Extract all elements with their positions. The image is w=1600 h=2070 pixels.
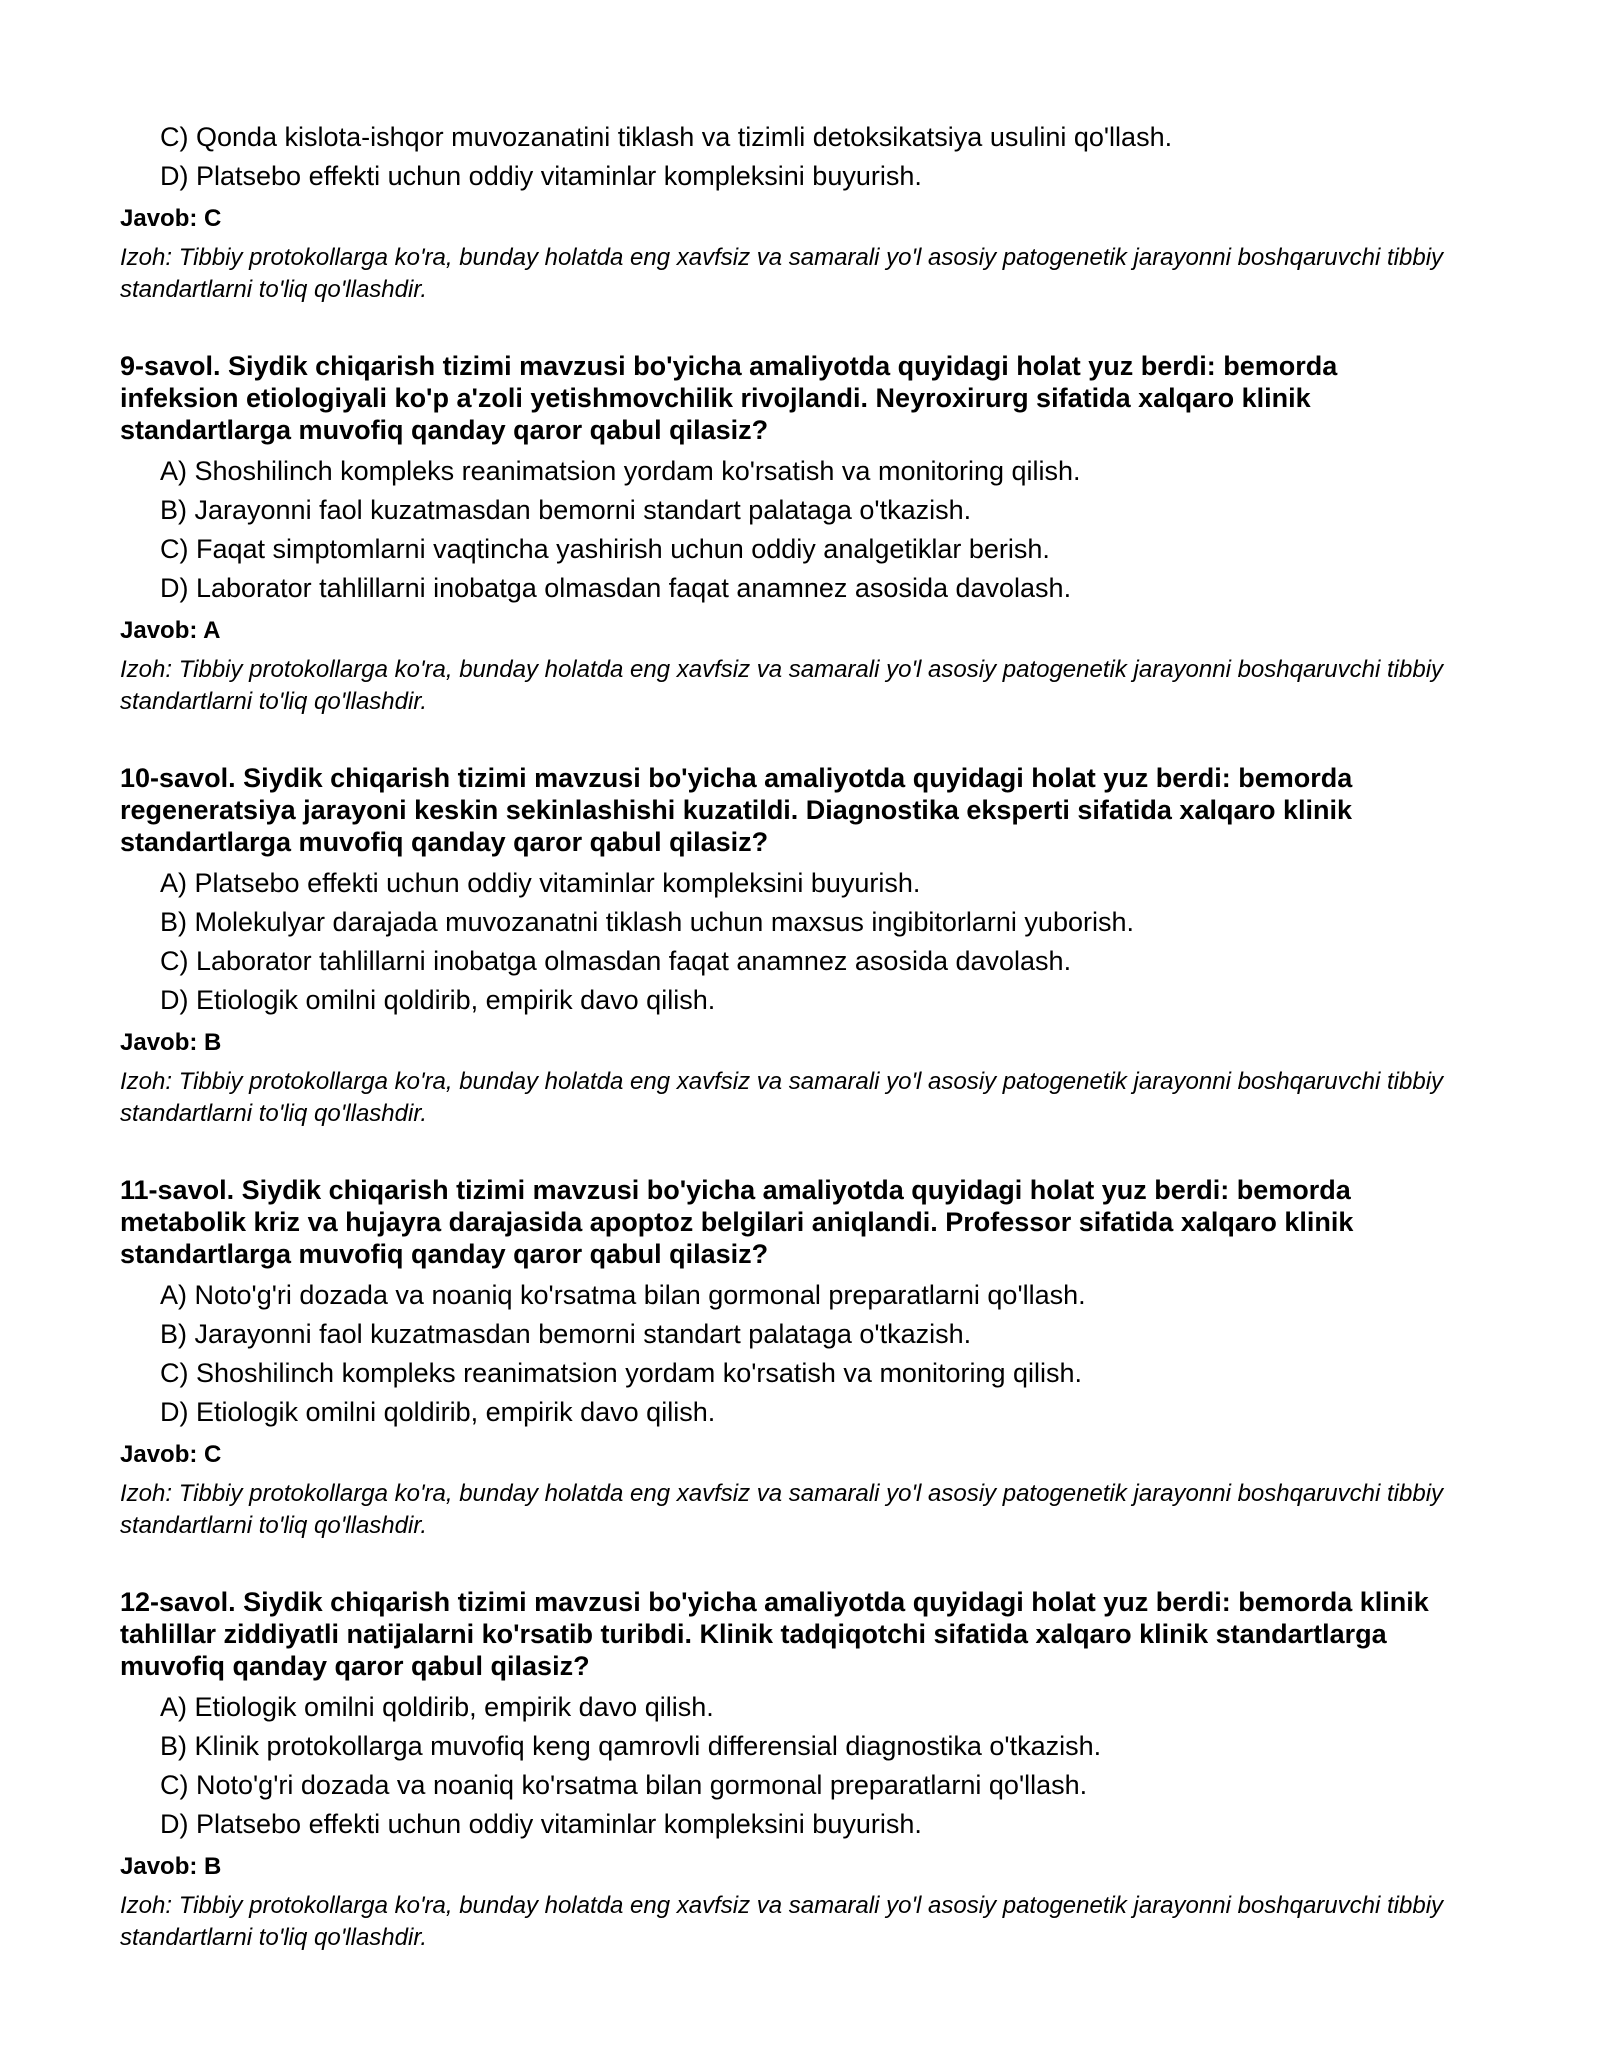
option-c: C) Qonda kislota-ishqor muvozanatini tiklash va tizimli detoksikatsiya usulini qo'llash. — [160, 122, 1173, 152]
option-b: B) Molekulyar darajada muvozanatni tiklash uchun maxsus ingibitorlarni yuborish. — [160, 907, 1134, 937]
question-11 — [120, 1174, 1460, 1542]
answer-line: Javob: C — [120, 205, 222, 232]
options-list — [120, 864, 1460, 1020]
question-title: 12-savol. Siydik chiqarish tizimi mavzusi bo'yicha amaliyotda quyidagi holat yuz berdi: bemorda klinik tahlillar ziddiyatli natijalarni ko'rsatib turibdi. Klinik tadqiqotchi sifatida xalqaro klinik standartlarga muvofiq qanday qaror qabul qilasiz? — [120, 1587, 1429, 1681]
question-12 — [120, 1586, 1460, 1954]
options-list — [120, 1276, 1460, 1432]
option-b: B) Jarayonni faol kuzatmasdan bemorni standart palataga o'tkazish. — [160, 1319, 972, 1349]
question-10 — [120, 762, 1460, 1130]
option-a: A) Platsebo effekti uchun oddiy vitaminlar kompleksini buyurish. — [160, 868, 921, 898]
document-page — [120, 118, 1460, 1954]
answer-line: Javob: C — [120, 1441, 222, 1468]
question-9 — [120, 350, 1460, 718]
option-c: C) Faqat simptomlarni vaqtincha yashirish uchun oddiy analgetiklar berish. — [160, 534, 1050, 564]
answer-line: Javob: B — [120, 1029, 222, 1056]
explanation-note: Izoh: Tibbiy protokollarga ko'ra, bunday holatda eng xavfsiz va samarali yo'l asosiy patogenetik jarayonni boshqaruvchi tibbiy standartlarni to'liq qo'llashdir. — [120, 244, 1444, 303]
explanation-note: Izoh: Tibbiy protokollarga ko'ra, bunday holatda eng xavfsiz va samarali yo'l asosiy patogenetik jarayonni boshqaruvchi tibbiy standartlarni to'liq qo'llashdir. — [120, 1892, 1444, 1951]
option-a: A) Etiologik omilni qoldirib, empirik davo qilish. — [160, 1692, 714, 1722]
option-d: D) Etiologik omilni qoldirib, empirik davo qilish. — [160, 1397, 716, 1427]
option-c: C) Laborator tahlillarni inobatga olmasdan faqat anamnez asosida davolash. — [160, 946, 1072, 976]
question-title: 10-savol. Siydik chiqarish tizimi mavzusi bo'yicha amaliyotda quyidagi holat yuz berdi: bemorda regeneratsiya jarayoni keskin sekinlashishi kuzatildi. Diagnostika eksperti sifatida xalqaro klinik standartlarga muvofiq qanday qaror qabul qilasiz? — [120, 763, 1353, 857]
question-title: 11-savol. Siydik chiqarish tizimi mavzusi bo'yicha amaliyotda quyidagi holat yuz berdi: bemorda metabolik kriz va hujayra darajasida apoptoz belgilari aniqlandi. Professor sifatida xalqaro klinik standartlarga muvofiq qanday qaror qabul qilasiz? — [120, 1175, 1354, 1269]
explanation-note: Izoh: Tibbiy protokollarga ko'ra, bunday holatda eng xavfsiz va samarali yo'l asosiy patogenetik jarayonni boshqaruvchi tibbiy standartlarni to'liq qo'llashdir. — [120, 656, 1444, 715]
options-list — [120, 1688, 1460, 1844]
options-list — [120, 452, 1460, 608]
option-c: C) Noto'g'ri dozada va noaniq ko'rsatma bilan gormonal preparatlarni qo'llash. — [160, 1770, 1088, 1800]
option-b: B) Jarayonni faol kuzatmasdan bemorni standart palataga o'tkazish. — [160, 495, 972, 525]
explanation-note: Izoh: Tibbiy protokollarga ko'ra, bunday holatda eng xavfsiz va samarali yo'l asosiy patogenetik jarayonni boshqaruvchi tibbiy standartlarni to'liq qo'llashdir. — [120, 1068, 1444, 1127]
option-d: D) Platsebo effekti uchun oddiy vitaminlar kompleksini buyurish. — [160, 161, 922, 191]
answer-line: Javob: A — [120, 617, 221, 644]
option-b: B) Klinik protokollarga muvofiq keng qamrovli differensial diagnostika o'tkazish. — [160, 1731, 1102, 1761]
question-title: 9-savol. Siydik chiqarish tizimi mavzusi bo'yicha amaliyotda quyidagi holat yuz berdi: bemorda infeksion etiologiyali ko'p a'zoli yetishmovchilik rivojlandi. Neyroxirurg sifatida xalqaro klinik standartlarga muvofiq qanday qaror qabul qilasiz? — [120, 351, 1338, 445]
option-a: A) Noto'g'ri dozada va noaniq ko'rsatma bilan gormonal preparatlarni qo'llash. — [160, 1280, 1086, 1310]
option-d: D) Etiologik omilni qoldirib, empirik davo qilish. — [160, 985, 716, 1015]
question-8-continuation — [120, 118, 1460, 306]
option-d: D) Laborator tahlillarni inobatga olmasdan faqat anamnez asosida davolash. — [160, 573, 1072, 603]
option-d: D) Platsebo effekti uchun oddiy vitaminlar kompleksini buyurish. — [160, 1809, 922, 1839]
options-list — [120, 118, 1460, 196]
answer-line: Javob: B — [120, 1853, 222, 1880]
option-c: C) Shoshilinch kompleks reanimatsion yordam ko'rsatish va monitoring qilish. — [160, 1358, 1083, 1388]
explanation-note: Izoh: Tibbiy protokollarga ko'ra, bunday holatda eng xavfsiz va samarali yo'l asosiy patogenetik jarayonni boshqaruvchi tibbiy standartlarni to'liq qo'llashdir. — [120, 1480, 1444, 1539]
option-a: A) Shoshilinch kompleks reanimatsion yordam ko'rsatish va monitoring qilish. — [160, 456, 1081, 486]
